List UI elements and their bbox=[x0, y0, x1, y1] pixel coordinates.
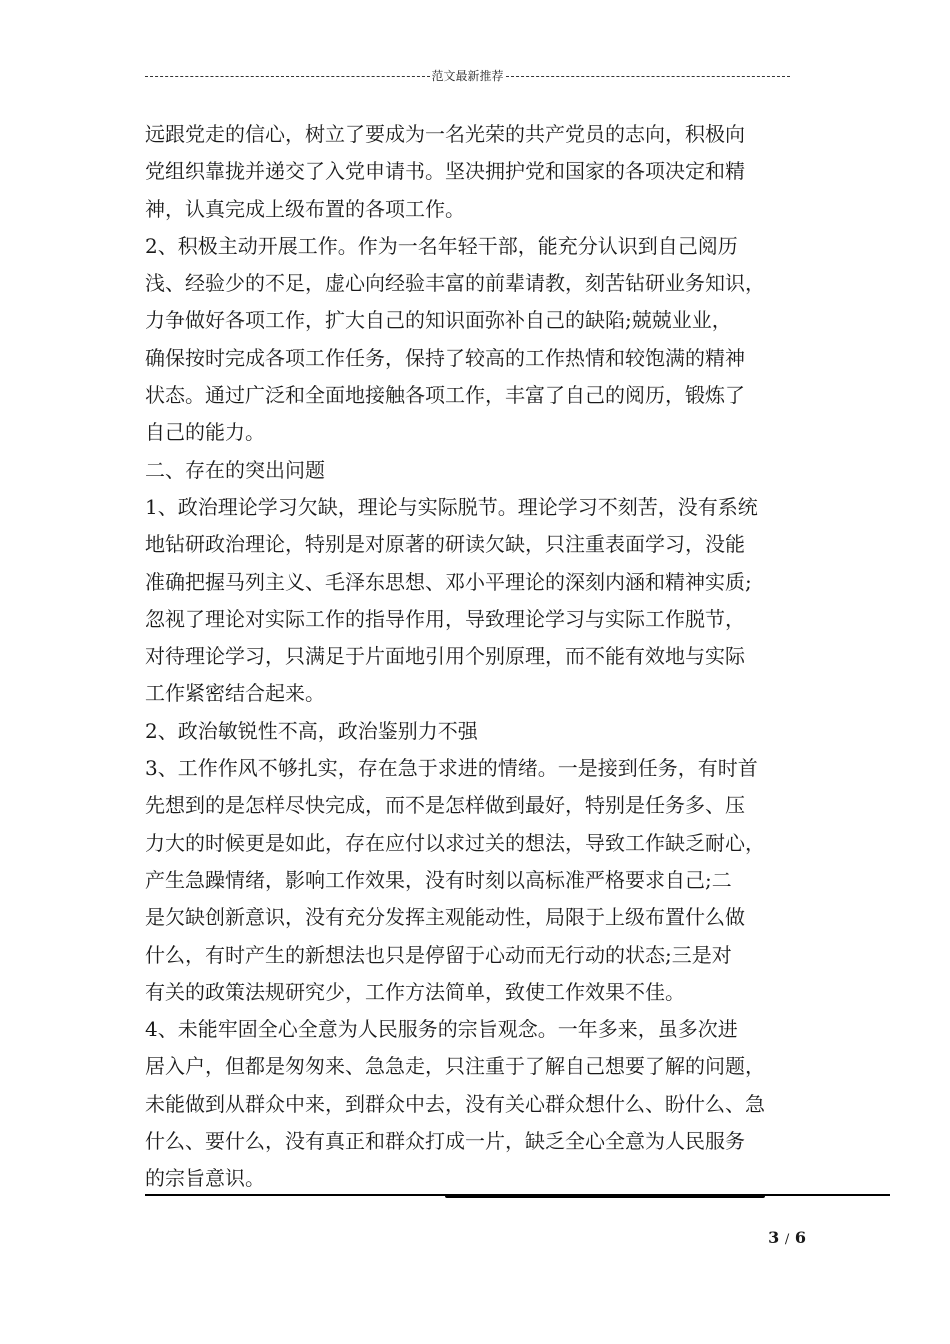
text-line: 什么、要什么，没有真正和群众打成一片，缺乏全心全意为人民服务 bbox=[145, 1129, 745, 1154]
text-line: 未能做到从群众中来，到群众中去，没有关心群众想什么、盼什么、急 bbox=[145, 1091, 765, 1116]
text-line: 对待理论学习，只满足于片面地引用个别原理，而不能有效地与实际 bbox=[145, 644, 745, 669]
text-line: 状态。通过广泛和全面地接触各项工作，丰富了自己的阅历，锻炼了 bbox=[145, 383, 745, 408]
page-separator: / bbox=[784, 1232, 790, 1247]
text-line: 地钻研政治理论，特别是对原著的研读欠缺，只注重表面学习，没能 bbox=[145, 532, 745, 557]
text-line: 神，认真完成上级布置的各项工作。 bbox=[145, 196, 465, 221]
text-line: 二、存在的突出问题 bbox=[145, 457, 325, 482]
text-line: 产生急躁情绪，影响工作效果，没有时刻以高标准严格要求自己;二 bbox=[145, 867, 732, 892]
text-line: 党组织靠拢并递交了入党申请书。坚决拥护党和国家的各项决定和精 bbox=[145, 159, 745, 184]
text-line: 3、工作作风不够扎实，存在急于求进的情绪。一是接到任务，有时首 bbox=[145, 756, 758, 781]
text-line: 有关的政策法规研究少，工作方法简单，致使工作效果不佳。 bbox=[145, 979, 685, 1004]
text-line: 确保按时完成各项工作任务，保持了较高的工作热情和较饱满的精神 bbox=[145, 345, 745, 370]
page-header bbox=[145, 66, 790, 86]
current-page: 3 bbox=[768, 1228, 780, 1247]
footer-rule-accent bbox=[445, 1194, 765, 1198]
text-line: 先想到的是怎样尽快完成，而不是怎样做到最好，特别是任务多、压 bbox=[145, 793, 745, 818]
text-line: 远跟党走的信心，树立了要成为一名光荣的共产党员的志向，积极向 bbox=[145, 122, 745, 146]
text-line: 4、未能牢固全心全意为人民服务的宗旨观念。一年多来，虽多次进 bbox=[145, 1017, 738, 1042]
text-line: 是欠缺创新意识，没有充分发挥主观能动性，局限于上级布置什么做 bbox=[145, 905, 745, 930]
footer-rule bbox=[145, 1193, 890, 1199]
document-body bbox=[145, 116, 817, 1198]
header-dash-left bbox=[145, 76, 430, 77]
text-line: 1、政治理论学习欠缺，理论与实际脱节。理论学习不刻苦，没有系统 bbox=[145, 494, 758, 519]
page-number bbox=[768, 1228, 806, 1247]
text-line: 2、积极主动开展工作。作为一名年轻干部，能充分认识到自己阅历 bbox=[145, 233, 738, 258]
text-line: 自己的能力。 bbox=[145, 420, 265, 445]
header-dash-right bbox=[506, 76, 791, 77]
total-pages: 6 bbox=[794, 1228, 806, 1247]
text-line: 忽视了理论对实际工作的指导作用，导致理论学习与实际工作脱节， bbox=[145, 606, 745, 631]
header-title: 范文最新推荐 bbox=[431, 69, 504, 83]
text-line: 工作紧密结合起来。 bbox=[145, 681, 325, 706]
text-line: 准确把握马列主义、毛泽东思想、邓小平理论的深刻内涵和精神实质; bbox=[145, 569, 752, 594]
text-line: 居入户，但都是匆匆来、急急走，只注重于了解自己想要了解的问题， bbox=[145, 1054, 765, 1079]
text-line: 浅、经验少的不足，虚心向经验丰富的前辈请教，刻苦钻研业务知识， bbox=[145, 271, 765, 296]
text-line: 力争做好各项工作，扩大自己的知识面弥补自己的缺陷;兢兢业业， bbox=[145, 308, 732, 333]
text-line: 什么，有时产生的新想法也只是停留于心动而无行动的状态;三是对 bbox=[145, 942, 732, 967]
text-line: 2、政治敏锐性不高，政治鉴别力不强 bbox=[145, 718, 478, 743]
text-line: 的宗旨意识。 bbox=[145, 1166, 265, 1191]
text-line: 力大的时候更是如此，存在应付以求过关的想法，导致工作缺乏耐心， bbox=[145, 830, 765, 855]
